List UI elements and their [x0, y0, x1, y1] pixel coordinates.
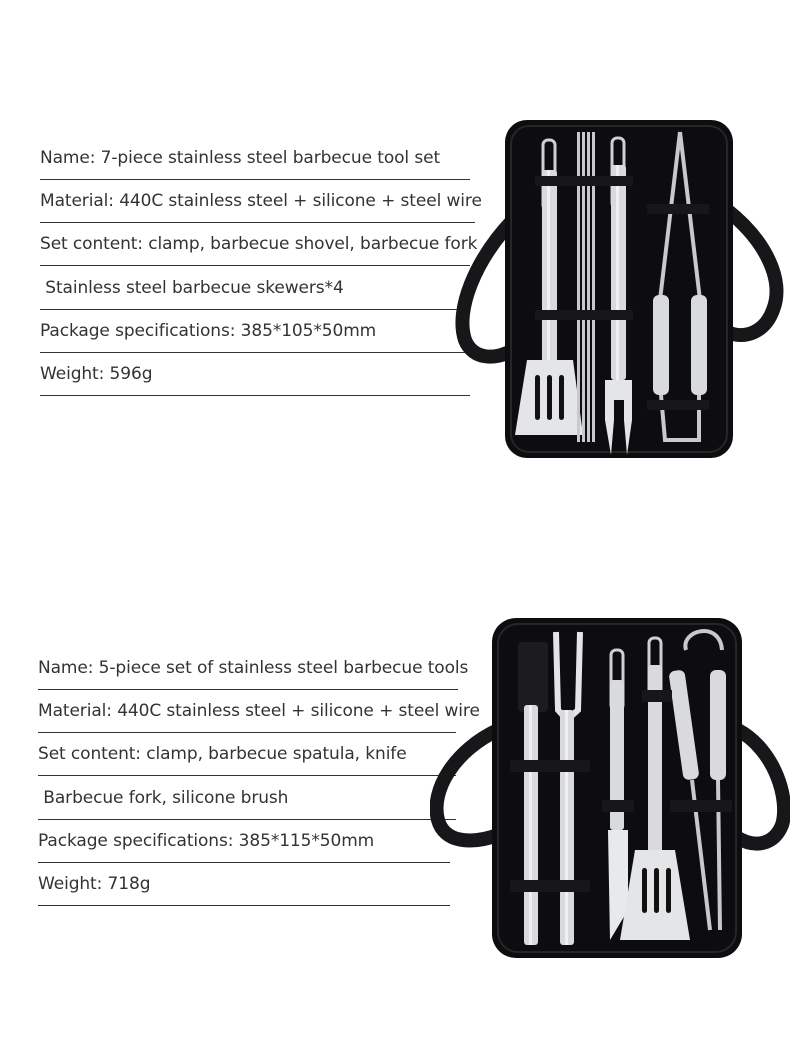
- spec-set-content-continued: Barbecue fork, silicone brush: [38, 788, 456, 820]
- spec-package: Package specifications: 385*105*50mm: [40, 321, 470, 353]
- spec-set-content: Set content: clamp, barbecue shovel, barbecue fork: [40, 234, 470, 266]
- spec-name: Name: 7-piece stainless steel barbecue tool set: [40, 148, 470, 180]
- product-2-photo: [430, 610, 790, 970]
- spec-weight: Weight: 596g: [40, 364, 470, 396]
- bag-handle-right: [738, 730, 784, 844]
- spec-weight: Weight: 718g: [38, 874, 450, 906]
- spec-set-content-continued: Stainless steel barbecue skewers*4: [40, 278, 470, 310]
- spec-package: Package specifications: 385*115*50mm: [38, 831, 450, 863]
- spec-name: Name: 5-piece set of stainless steel barbecue tools: [38, 658, 458, 690]
- spec-set-content: Set content: clamp, barbecue spatula, knife: [38, 744, 456, 776]
- product-1-photo: [455, 110, 785, 470]
- bag-handle-right: [727, 210, 776, 335]
- spec-material: Material: 440C stainless steel + silicone + steel wire: [40, 191, 475, 223]
- spec-material: Material: 440C stainless steel + silicone + steel wire: [38, 701, 456, 733]
- bag-handle-left: [437, 730, 498, 840]
